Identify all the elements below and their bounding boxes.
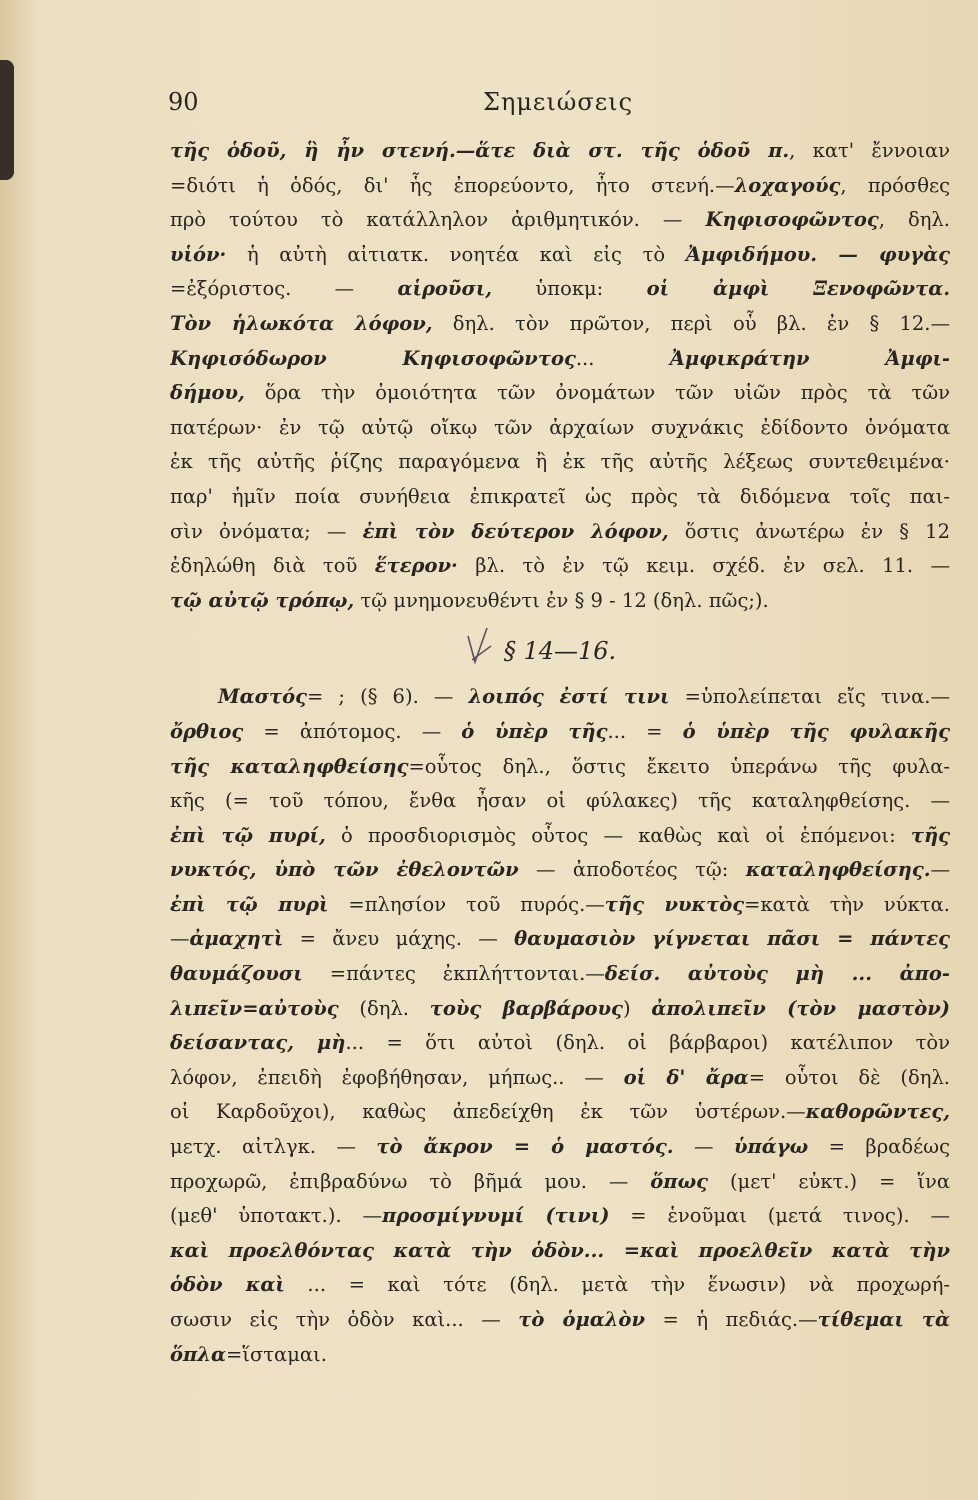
gloss-text: = ; (§ 6). — (306, 685, 469, 709)
gloss-text: =διότι ἡ ὁδός, δι' ἧς ἐπορεύοντο, ἦτο στενή.— (170, 173, 735, 197)
text-line (170, 549, 950, 584)
lemma-text: οἱ δ' ἄρα (623, 1065, 749, 1089)
gloss-text: πρὸ τούτου τὸ κατάλληλον ἀριθμητικόν. — (170, 208, 706, 232)
text-line (170, 1061, 950, 1096)
lemma-text: ὅπλα (170, 1342, 226, 1366)
book-spine-edge (0, 60, 14, 180)
gloss-text: μετχ. αἰτλγκ. — (170, 1135, 377, 1159)
gloss-text: σὶν ὀνόματα; — (170, 519, 363, 543)
lemma-text: Κηφισόδωρον Κηφισοφῶντος (170, 346, 576, 370)
text-line (170, 888, 950, 923)
gloss-text: =πλησίον τοῦ πυρός.— (328, 892, 605, 916)
lemma-text: καθορῶντες, (805, 1100, 950, 1124)
text-line (170, 445, 950, 480)
gloss-text: ὁ προσδιορισμὸς οὗτος — καθὼς καὶ οἱ ἑπόμενοι: (325, 823, 911, 847)
text-line (170, 1338, 950, 1373)
lemma-text: τῷ αὐτῷ τρόπῳ, (170, 588, 355, 612)
lemma-text: ἀπολιπεῖν (τὸν μαστὸν) (651, 996, 950, 1020)
lemma-text: ἐπὶ τῷ πυρί, (170, 823, 326, 847)
lemma-text: ἕτερον· (374, 554, 458, 578)
text-line (170, 853, 950, 888)
gloss-text: ... (575, 346, 670, 370)
text-line (170, 680, 950, 715)
gloss-text: , πρόσθες (840, 173, 950, 197)
gloss-text: παρ' ἡμῖν ποία συνήθεια ἐπικρατεῖ ὡς πρὸς τὰ διδόμενα τοῖς παι- (170, 484, 950, 508)
text-line (170, 1268, 950, 1303)
gloss-text: =κατὰ τὴν νύκτα. (744, 892, 950, 916)
gloss-text: — ἀποδοτέος τῷ: (518, 858, 746, 882)
gloss-text: (μεθ' ὑποτακτ.). — (170, 1204, 383, 1228)
text-line (170, 169, 950, 204)
page-header (168, 88, 948, 122)
gloss-text: — (673, 1135, 734, 1159)
text-line (170, 376, 950, 411)
lemma-text: καταληφθείσης. (745, 858, 931, 882)
gloss-text: , δηλ. (878, 208, 950, 232)
text-line (170, 715, 950, 750)
text-line (170, 957, 950, 992)
text-line (170, 1095, 950, 1130)
text-line (170, 584, 950, 619)
lemma-text: Ἀμφιδήμου. — φυγὰς (685, 242, 950, 266)
gloss-text: ὅστις ἀνωτέρω ἐν § 12 (668, 519, 950, 543)
lemma-text: ὑπάγω (733, 1135, 809, 1159)
section-heading: § 14—16. (503, 637, 617, 666)
text-line (170, 1130, 950, 1165)
lemma-text: ὄρθιος (170, 719, 244, 743)
gloss-text: προχωρῶ, ἐπιβραδύνω τὸ βῆμά μου. — (170, 1169, 651, 1193)
text-line (170, 750, 950, 785)
gloss-text: κῆς (= τοῦ τόπου, ἔνθα ἦσαν οἱ φύλακες) τῆς καταληφθείσης. — (170, 789, 950, 813)
lemma-text: τὸ ἄκρον = ὁ μαστός. (376, 1135, 674, 1159)
lemma-text: Κηφισοφῶντος (705, 208, 879, 232)
text-line (170, 411, 950, 446)
gloss-text: = ἡ πεδιάς.— (644, 1308, 818, 1331)
lemma-text: δήμου, (170, 381, 245, 405)
lemma-text: τίθεμαι τὰ (817, 1308, 950, 1331)
lemma-text: λιπεῖν=αὐτοὺς (170, 996, 339, 1020)
text-line (170, 992, 950, 1027)
text-line (170, 342, 950, 377)
lemma-text: ἀμαχητὶ (189, 927, 284, 951)
text-line (170, 515, 950, 550)
paragraph-notes-continued (170, 134, 950, 618)
text-line (170, 1026, 950, 1061)
text-line (170, 272, 950, 307)
gloss-text: = ἑνοῦμαι (μετά τινος). — (609, 1204, 950, 1228)
gloss-text: =ἵσταμαι. (225, 1342, 327, 1366)
text-body (170, 134, 950, 1372)
gloss-text: ) (622, 996, 652, 1020)
gloss-text: πατέρων· ἐν τῷ αὐτῷ οἴκῳ τῶν ἀρχαίων συχνάκις ἐδίδοντο ὀνόματα (170, 415, 950, 439)
lemma-text: δείσ. αὐτοὺς μὴ ... ἀπο- (604, 962, 950, 986)
text-line (170, 134, 950, 169)
lemma-text: αἱροῦσι, (397, 277, 493, 301)
gloss-text: =πάντες ἐκπλήττονται.— (302, 962, 605, 986)
lemma-text: λοχαγούς (734, 173, 841, 197)
lemma-text: ὁ ὑπὲρ τῆς φυλακῆς (682, 719, 950, 743)
lemma-text: τῆς ὁδοῦ, ἣ ἦν στενή.—ἅτε διὰ στ. τῆς ὁδοῦ π. (170, 139, 790, 162)
paragraph-notes-14-16 (170, 680, 950, 1372)
gloss-text: ἐδηλώθη διὰ τοῦ (170, 554, 375, 578)
gloss-text: = ἀπότομος. — (243, 719, 462, 743)
lemma-text: ἐπὶ τὸν δεύτερον λόφον, (362, 519, 669, 543)
gloss-text: =ἐξόριστος. — (170, 277, 398, 301)
lemma-text: τῆς καταληφθείσης (170, 754, 409, 778)
text-line (170, 307, 950, 342)
lemma-text: θαυμασιὸν γίγνεται πᾶσι = πάντες (514, 927, 950, 951)
lemma-text: ἐπὶ τῷ πυρὶ (170, 892, 329, 916)
gloss-text: ἡ αὐτὴ αἰτιατκ. νοητέα καὶ εἰς τὸ (226, 242, 686, 266)
gloss-text: βλ. τὸ ἐν τῷ κειμ. σχέδ. ἐν σελ. 11. — (457, 554, 950, 578)
gloss-text: λόφον, ἐπειδὴ ἐφοβήθησαν, μήπως.. — (170, 1065, 624, 1089)
gloss-text: =ὑπολείπεται εἴς τινα.— (669, 685, 950, 709)
lemma-text: ὁ ὑπὲρ τῆς (461, 719, 608, 743)
gloss-text: δηλ. τὸν πρῶτον, περὶ οὗ βλ. ἐν § 12.— (432, 311, 950, 335)
section-heading-block (170, 618, 950, 680)
gloss-text: ... = (607, 719, 683, 743)
lemma-text: ὁδὸν καὶ (170, 1273, 285, 1297)
lemma-text: τοὺς βαρβάρους (429, 996, 623, 1020)
gloss-text: = οὗτοι δὲ (δηλ. (748, 1065, 950, 1089)
gloss-text: ὑποκμ: (492, 277, 647, 301)
text-line (170, 238, 950, 273)
gloss-text: οἱ Καρδοῦχοι), καθὼς ἀπεδείχθη ἐκ τῶν ὑστέρων.— (170, 1100, 806, 1124)
lemma-text: νυκτός, ὑπὸ τῶν ἐθελοντῶν (170, 858, 519, 882)
text-line (170, 480, 950, 515)
text-line (170, 1199, 950, 1234)
lemma-text: τὸ ὁμαλὸν (518, 1308, 645, 1331)
gloss-text: ... = καὶ τότε (δηλ. μετὰ τὴν ἕνωσιν) νὰ προχωρή- (284, 1273, 950, 1297)
lemma-text: Τὸν ἡλωκότα λόφον, (170, 311, 433, 335)
gloss-text: = ἄνευ μάχης. — (283, 927, 515, 951)
gloss-text: σωσιν εἰς τὴν ὁδὸν καὶ... — (170, 1308, 519, 1331)
text-line (170, 1234, 950, 1269)
lemma-text: τῆς (910, 823, 950, 847)
lemma-text: Μαστός (218, 685, 307, 709)
lemma-text: οἱ ἀμφὶ Ξενοφῶντα. (646, 277, 950, 301)
lemma-text: υἱόν· (170, 242, 227, 266)
text-line (170, 1303, 950, 1338)
gloss-text: = βραδέως (808, 1135, 950, 1159)
text-line (170, 203, 950, 238)
lemma-text: ὅπως (650, 1169, 709, 1193)
lemma-text: δείσαντας, μὴ (170, 1031, 346, 1055)
gloss-text: ὅρα τὴν ὁμοιότητα τῶν ὀνομάτων τῶν υἱῶν πρὸς τὰ τῶν (244, 381, 950, 405)
pencil-check-mark-icon (465, 624, 495, 670)
text-line (170, 922, 950, 957)
text-line (170, 819, 950, 854)
lemma-text: προσμίγνυμί (τινι) (382, 1204, 610, 1228)
gloss-text: τῷ μνημονευθέντι ἐν § 9 - 12 (δηλ. πῶς;). (354, 588, 769, 612)
running-title: Σημειώσεις (482, 88, 634, 116)
lemma-text: τῆς νυκτὸς (604, 892, 745, 916)
gloss-text: — (930, 858, 950, 882)
page-number: 90 (168, 88, 199, 116)
lemma-text: καὶ προελθόντας κατὰ τὴν ὁδὸν... =καὶ προελθεῖν κατὰ τὴν (170, 1238, 950, 1262)
gloss-text: (μετ' εὐκτ.) = ἵνα (708, 1169, 950, 1193)
lemma-text: θαυμάζουσι (170, 962, 303, 986)
gloss-text: =οὗτος δηλ., ὅστις ἔκειτο ὑπεράνω τῆς φυλα- (408, 754, 950, 778)
gloss-text: (δηλ. (338, 996, 430, 1020)
gloss-text: ... = ὅτι αὐτοὶ (δηλ. οἱ βάρβαροι) κατέλιπον τὸν (345, 1031, 950, 1055)
lemma-text: Ἀμφικράτην Ἀμφι- (669, 346, 950, 370)
gloss-text: ἐκ τῆς αὐτῆς ῥίζης παραγόμενα ἢ ἐκ τῆς αὐτῆς λέξεως συντεθειμένα· (170, 450, 950, 474)
gloss-text: , κατ' ἔννοιαν (789, 139, 950, 162)
gloss-text: — (170, 927, 190, 951)
text-line (170, 1165, 950, 1200)
text-line (170, 784, 950, 819)
lemma-text: λοιπός ἐστί τινι (468, 685, 670, 709)
